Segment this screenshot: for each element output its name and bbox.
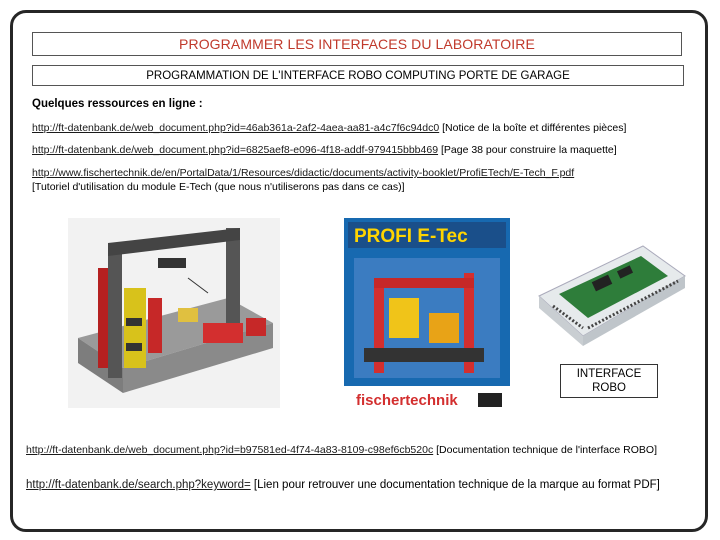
resource-note-5: [Lien pour retrouver une documentation technique de la marque au format PDF] xyxy=(250,479,660,491)
title-box xyxy=(32,32,682,56)
page-subtitle: PROGRAMMATION DE L'INTERFACE ROBO COMPUTING PORTE DE GARAGE xyxy=(146,69,570,82)
resource-item-3 xyxy=(32,167,574,179)
resource-note-1: [Notice de la boîte et différentes pièces] xyxy=(439,122,627,134)
resource-note-2: [Page 38 pour construire la maquette] xyxy=(438,144,617,156)
resource-link-4[interactable]: http://ft-datenbank.de/web_document.php?id=b97581ed-4f74-4a83-8109-c98ef6cb520c xyxy=(26,444,434,456)
page-title: PROGRAMMER LES INTERFACES DU LABORATOIRE xyxy=(179,36,535,52)
resource-item-1 xyxy=(32,122,626,134)
resource-link-5[interactable]: http://ft-datenbank.de/search.php?keyword= xyxy=(26,479,251,491)
resource-note-3: [Tutoriel d'utilisation du module E-Tech (que nous n'utiliserons pas dans ce cas)] xyxy=(32,181,405,193)
robo-interface-image xyxy=(533,236,691,352)
resource-link-2[interactable]: http://ft-datenbank.de/web_document.php?id=6825aef8-e096-4f18-addf-979415bbb469 xyxy=(32,144,439,156)
resource-link-3[interactable]: http://www.fischertechnik.de/en/PortalData/1/Resources/didactic/documents/activity-booklet/ProfiETech/E-Tech_F.pdf xyxy=(32,167,575,179)
cover-brand-text: fischertechnik xyxy=(356,392,458,409)
resource-item-4 xyxy=(26,444,657,456)
resource-note-4: [Documentation technique de l'interface ROBO] xyxy=(433,444,657,456)
profi-etec-cover-image xyxy=(344,218,510,414)
interface-caption: INTERFACE ROBO xyxy=(560,364,658,398)
subtitle-box xyxy=(32,65,684,86)
resources-heading: Quelques ressources en ligne : xyxy=(32,98,203,110)
resource-item-2 xyxy=(32,144,617,156)
resource-item-5 xyxy=(26,478,676,493)
cover-title-text: PROFI E-Tec xyxy=(354,226,468,247)
garage-door-model-image xyxy=(68,218,280,408)
resource-link-1[interactable]: http://ft-datenbank.de/web_document.php?id=46ab361a-2af2-4aea-aa81-a4c7f6c94dc0 xyxy=(32,122,440,134)
